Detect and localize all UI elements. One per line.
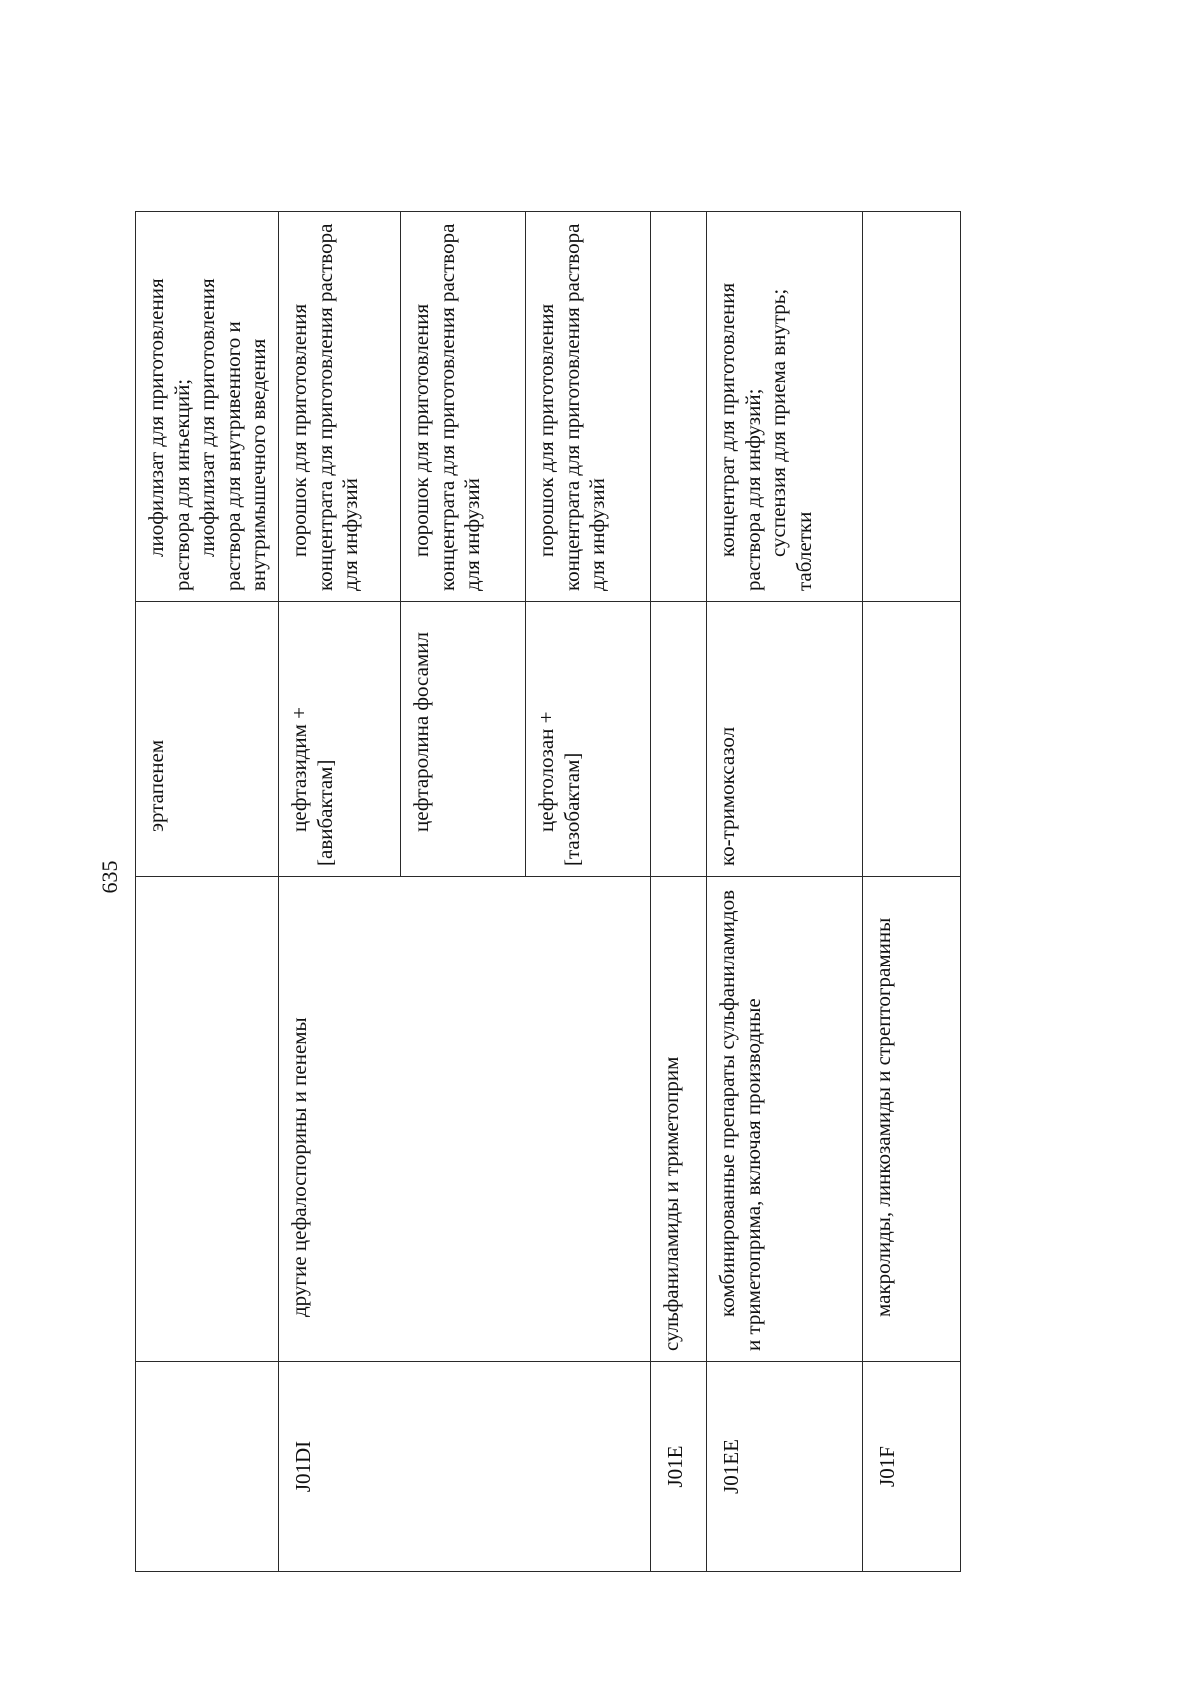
- drug-name: цефтолозан + [тазобактам]: [534, 711, 584, 866]
- table-row: [136, 212, 279, 1572]
- atc-code-cell: J01EE: [707, 1362, 863, 1572]
- dosage-forms-cell: [526, 212, 651, 602]
- dosage-forms-cell: [707, 212, 863, 602]
- group-name: другие цефалоспорины и пенемы: [287, 1017, 312, 1317]
- page-number: 635: [97, 860, 122, 894]
- table-row: [651, 212, 707, 1572]
- dosage-form: лиофилизат для приготовления раствора для внутривенного и внутримышечного введения: [195, 278, 271, 591]
- dosage-form: порошок для приготовления концентрата для приготовления раствора для инфузий: [287, 223, 363, 591]
- dosage-forms-cell: [136, 212, 279, 602]
- table-row: [279, 212, 401, 1572]
- table-row: [863, 212, 961, 1572]
- drug-name-cell: [863, 602, 961, 877]
- dosage-form: порошок для приготовления концентрата для приготовления раствора для инфузий: [534, 223, 610, 591]
- dosage-form: концентрат для приготовления раствора для инфузий;: [715, 282, 765, 591]
- dosage-form: лиофилизат для приготовления раствора для инъекций;: [144, 278, 194, 591]
- drug-name: цефтаролина фосамил: [409, 632, 434, 832]
- drug-name-cell: [707, 602, 863, 877]
- rotated-table-container: [135, 212, 1069, 1572]
- drug-name-cell: [651, 602, 707, 877]
- dosage-form: суспензия для приема внутрь;: [766, 288, 791, 557]
- group-cell: [136, 877, 279, 1362]
- dosage-forms-cell: [651, 212, 707, 602]
- drug-table: [135, 211, 961, 1572]
- dosage-form: таблетки: [791, 511, 816, 591]
- group-cell: [863, 877, 961, 1362]
- drug-name: цефтазидим + [авибактам]: [287, 706, 337, 866]
- atc-code-cell: J01E: [651, 1362, 707, 1572]
- atc-code-cell: J01F: [863, 1362, 961, 1572]
- group-cell: [651, 877, 707, 1362]
- dosage-forms-cell: [401, 212, 526, 602]
- group-name: сульфаниламиды и триметоприм: [659, 1056, 684, 1351]
- drug-name-cell: [279, 602, 401, 877]
- group-cell: [279, 877, 651, 1362]
- drug-name: ко-тримоксазол: [715, 726, 740, 866]
- atc-code-cell: [136, 1362, 279, 1572]
- drug-name: эртапенем: [144, 739, 168, 832]
- atc-code-cell: J01DI: [279, 1362, 651, 1572]
- group-name: макролиды, линкозамиды и стрептограмины: [871, 917, 896, 1317]
- group-cell: [707, 877, 863, 1362]
- drug-name-cell: [136, 602, 279, 877]
- drug-name-cell: [526, 602, 651, 877]
- dosage-forms-cell: [279, 212, 401, 602]
- drug-name-cell: [401, 602, 526, 877]
- table-row: [707, 212, 863, 1572]
- dosage-forms-cell: [863, 212, 961, 602]
- dosage-form: порошок для приготовления концентрата для приготовления раствора для инфузий: [409, 223, 485, 591]
- group-name: комбинированные препараты сульфаниламидов и триметоприма, включая производные: [715, 890, 765, 1351]
